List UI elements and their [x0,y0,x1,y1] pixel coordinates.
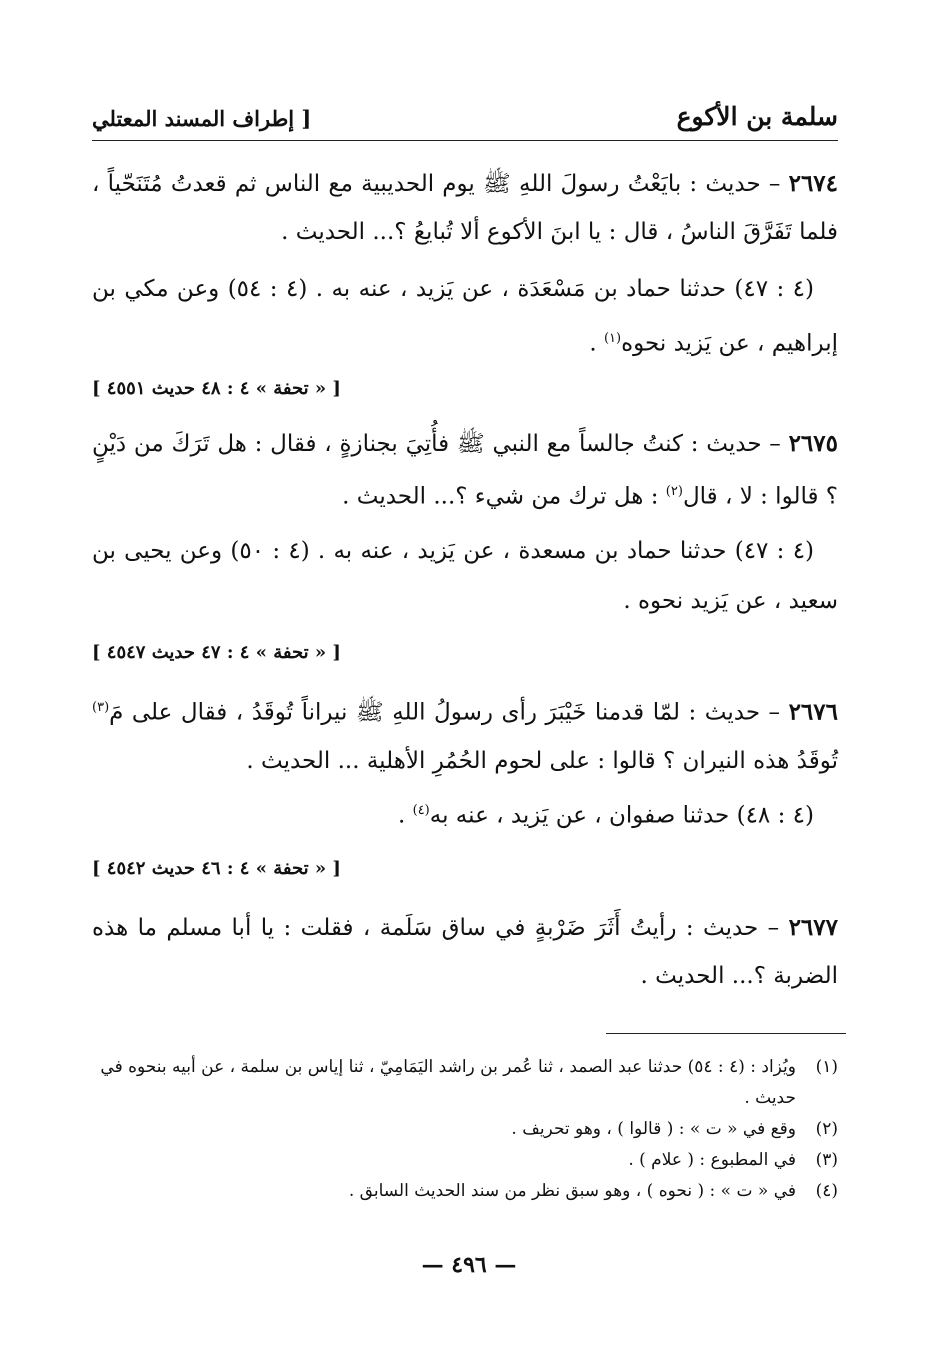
footnote-3 [92,1145,838,1176]
footnote-marker: (١) [603,331,622,346]
sanad-body: (٤ : ٤٨) حدثنا صفوان ، عن يَزيد ، عنه به [429,802,814,829]
hadith-entry-2675 [92,420,838,521]
sanad-text [92,264,838,369]
hadith-body-end: : هل ترك من شيء ؟... الحديث . [342,483,666,510]
footnote-text: وقع في « ت » : ( قالوا ) ، وهو تحريف . [511,1119,796,1139]
page-number: — ٤٩٦ — [421,1252,517,1278]
footnote-marker: (٤) [412,803,430,818]
hadith-number: ٢٦٧٥ [788,430,838,457]
hadith-text [92,420,838,521]
hadith-body-end: تُوقَدُ هذه النيران ؟ قالوا : على لحوم الحُمُرِ الأهلية ... الحديث . [246,747,838,774]
tuhfa-reference: [ « تحفة » ٤ : ٤٦ حديث ٤٥٤٢ ] [92,858,341,879]
reference-2674 [92,378,838,399]
hadith-body: – حديث : رأيتُ أَثَرَ ضَرْبةٍ في ساق سَلَمة ، فقلت : يا أبا مسلم ما هذه الضربة ؟... الحديث . [92,915,838,989]
footnote-4 [92,1176,838,1207]
hadith-text [92,904,838,1000]
tuhfa-reference: [ « تحفة » ٤ : ٤٧ حديث ٤٥٤٧ ] [92,642,341,663]
footnote-number: (١) [815,1057,838,1077]
hadith-number: ٢٦٧٧ [788,914,838,941]
sanad-body: (٤ : ٤٧) حدثنا حماد بن مَسْعَدَة ، عن يَزيد ، عنه به . (٤ : ٥٤) وعن مكي بن إبراهيم ، عن يَزيد نحوه [92,276,838,357]
hadith-entry-2676 [92,684,838,785]
hadith-number: ٢٦٧٦ [788,698,838,726]
hadith-entry-2677 [92,904,838,1000]
header-book-title: [ إطراف المسند المعتلي [92,106,312,131]
hadith-body: – حديث : كنتُ جالساً مع النبي ﷺ فأُتِيَ بجنازةٍ ، فقال : هل تَرَكَ من دَيْنٍ ؟ قالوا : لا ، قال [92,431,838,510]
hadith-text [92,160,838,256]
tuhfa-reference: [ « تحفة » ٤ : ٤٨ حديث ٤٥٥١ ] [92,378,341,399]
footnote-number: (٤) [815,1181,838,1201]
footnote-number: (٢) [815,1119,838,1139]
reference-2675 [92,642,838,663]
reference-2676 [92,858,838,879]
header-chapter-title: سلمة بن الأكوع [676,102,838,131]
footnote-marker: (٣) [92,700,110,715]
footnote-divider [606,1033,846,1034]
hadith-entry-2674 [92,160,838,256]
footnote-1 [92,1052,838,1114]
hadith-text [92,684,838,785]
sanad-end: . [589,330,604,357]
footnote-text: ويُزاد : (٤ : ٥٤) حدثنا عبد الصمد ، ثنا عُمر بن راشد اليَمَامِيّ ، ثنا إياس بن سلمة ، عن أبيه بنحوه في حديث . [100,1057,796,1108]
hadith-body: – حديث : لمّا قدمنا خَيْبَرَ رأى رسولُ اللهِ ﷺ نيراناً تُوقَدُ ، فقال على مَ [109,699,781,726]
sanad-2675 [92,526,838,626]
footnote-marker: (٢) [665,484,683,499]
sanad-text [92,786,838,841]
sanad-2674 [92,264,838,369]
page-header [92,100,838,141]
hadith-body: – حديث : بايَعْتُ رسولَ اللهِ ﷺ يوم الحديبية مع الناس ثم قعدتُ مُتَنَحّياً ، فلما تَفَرَّقَ الناسُ ، قال : يا ابنَ الأكوع ألا تُبايعُ ؟... الحديث . [92,171,838,245]
footnote-text: في « ت » : ( نحوه ) ، وهو سبق نظر من سند الحديث السابق . [348,1181,796,1201]
footnote-number: (٣) [815,1150,838,1170]
footnotes [92,1052,838,1207]
footnote-2 [92,1114,838,1145]
footnote-text: في المطبوع : ( علام ) . [628,1150,796,1170]
hadith-number: ٢٦٧٤ [788,170,839,197]
sanad-text: (٤ : ٤٧) حدثنا حماد بن مسعدة ، عن يَزيد ، عنه به . (٤ : ٥٠) وعن يحيى بن سعيد ، عن يَزيد نحوه . [92,538,838,614]
sanad-2676 [92,786,838,841]
sanad-end: . [397,802,413,829]
